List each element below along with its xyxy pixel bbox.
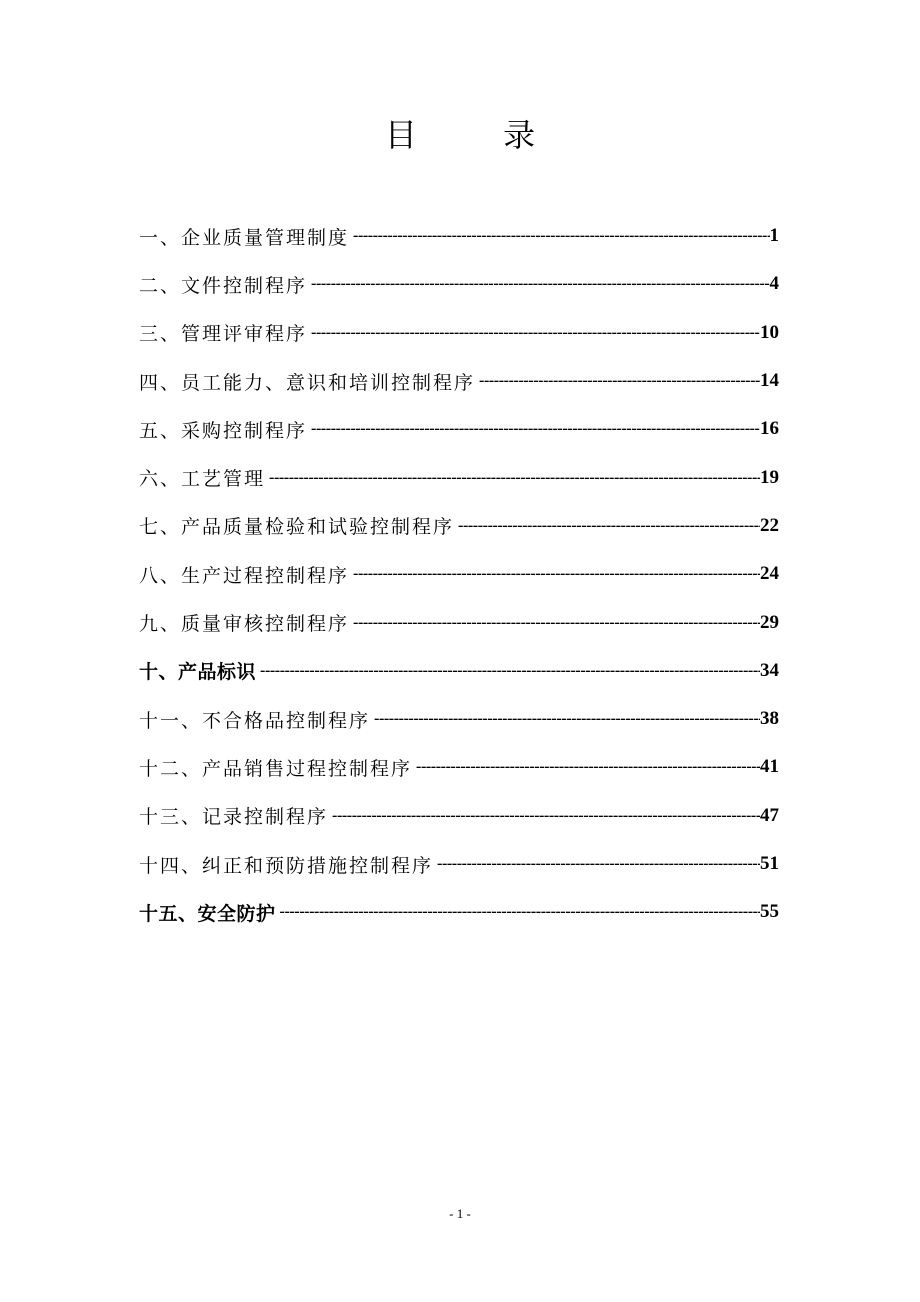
toc-leader-dashes	[269, 469, 760, 487]
toc-entry-label: 一、企业质量管理制度	[139, 226, 350, 249]
toc-entry[interactable]	[139, 743, 779, 791]
toc-entry[interactable]	[139, 453, 779, 501]
toc-leader-dashes	[260, 662, 760, 680]
toc-entry[interactable]	[139, 550, 779, 598]
toc-entry[interactable]	[139, 357, 779, 405]
toc-entry-page: 29	[760, 611, 779, 633]
toc-entry-page: 16	[760, 418, 779, 440]
toc-entry-page: 51	[760, 853, 779, 874]
toc-entry-label: 十二、产品销售过程控制程序	[139, 757, 413, 780]
toc-leader-dashes	[280, 903, 760, 921]
toc-entry-page: 47	[760, 804, 779, 826]
toc-entry-page: 41	[760, 756, 779, 778]
toc-entry[interactable]	[139, 598, 779, 646]
toc-entry-page: 55	[760, 901, 779, 923]
toc-entry-label: 三、管理评审程序	[139, 323, 308, 346]
page-number: - 1 -	[449, 1206, 471, 1221]
toc-leader-dashes	[458, 517, 760, 535]
toc-entry-label: 二、文件控制程序	[139, 274, 308, 297]
toc-entry-label: 四、员工能力、意识和培训控制程序	[139, 371, 476, 394]
toc-entry-label: 十三、记录控制程序	[139, 806, 329, 829]
toc-entry-label: 十四、纠正和预防措施控制程序	[139, 854, 434, 877]
toc-entry-page: 19	[760, 466, 779, 488]
toc-entry[interactable]	[139, 695, 779, 743]
toc-entry[interactable]	[139, 405, 779, 453]
toc-entry-page: 38	[760, 708, 779, 730]
toc-leader-dashes	[353, 565, 760, 583]
toc-leader-dashes	[311, 275, 769, 293]
table-of-contents	[139, 212, 779, 936]
toc-entry-label: 九、质量审核控制程序	[139, 613, 350, 636]
toc-leader-dashes	[416, 758, 760, 776]
toc-leader-dashes	[353, 227, 769, 245]
toc-entry-label: 五、采购控制程序	[139, 419, 308, 442]
toc-entry-page: 34	[760, 659, 779, 681]
toc-entry-page: 1	[769, 225, 779, 247]
toc-entry-label: 八、生产过程控制程序	[139, 564, 350, 587]
toc-leader-dashes	[332, 807, 760, 825]
toc-entry-label: 十一、不合格品控制程序	[139, 709, 371, 732]
toc-entry-label: 十、产品标识	[139, 661, 257, 684]
toc-entry[interactable]	[139, 647, 779, 695]
toc-leader-dashes	[479, 372, 760, 390]
toc-entry-page: 14	[760, 370, 779, 392]
toc-leader-dashes	[311, 420, 760, 438]
toc-entry-page: 10	[760, 321, 779, 343]
toc-entry[interactable]	[139, 260, 779, 308]
toc-leader-dashes	[353, 614, 760, 632]
toc-entry-page: 22	[760, 514, 779, 536]
toc-leader-dashes	[311, 324, 760, 342]
page-title: 目 录	[384, 116, 574, 154]
toc-leader-dashes	[437, 855, 760, 873]
toc-entry[interactable]	[139, 212, 779, 260]
toc-entry[interactable]	[139, 502, 779, 550]
toc-entry-page: 4	[769, 273, 779, 295]
toc-leader-dashes	[374, 710, 760, 728]
toc-entry-label: 七、产品质量检验和试验控制程序	[139, 516, 455, 539]
toc-entry[interactable]	[139, 792, 779, 840]
toc-entry-label: 十五、安全防护	[139, 902, 276, 925]
toc-entry[interactable]	[139, 309, 779, 357]
toc-entry-page: 24	[760, 563, 779, 585]
toc-entry[interactable]	[139, 840, 779, 888]
toc-entry-label: 六、工艺管理	[139, 468, 266, 491]
toc-entry[interactable]	[139, 888, 779, 936]
